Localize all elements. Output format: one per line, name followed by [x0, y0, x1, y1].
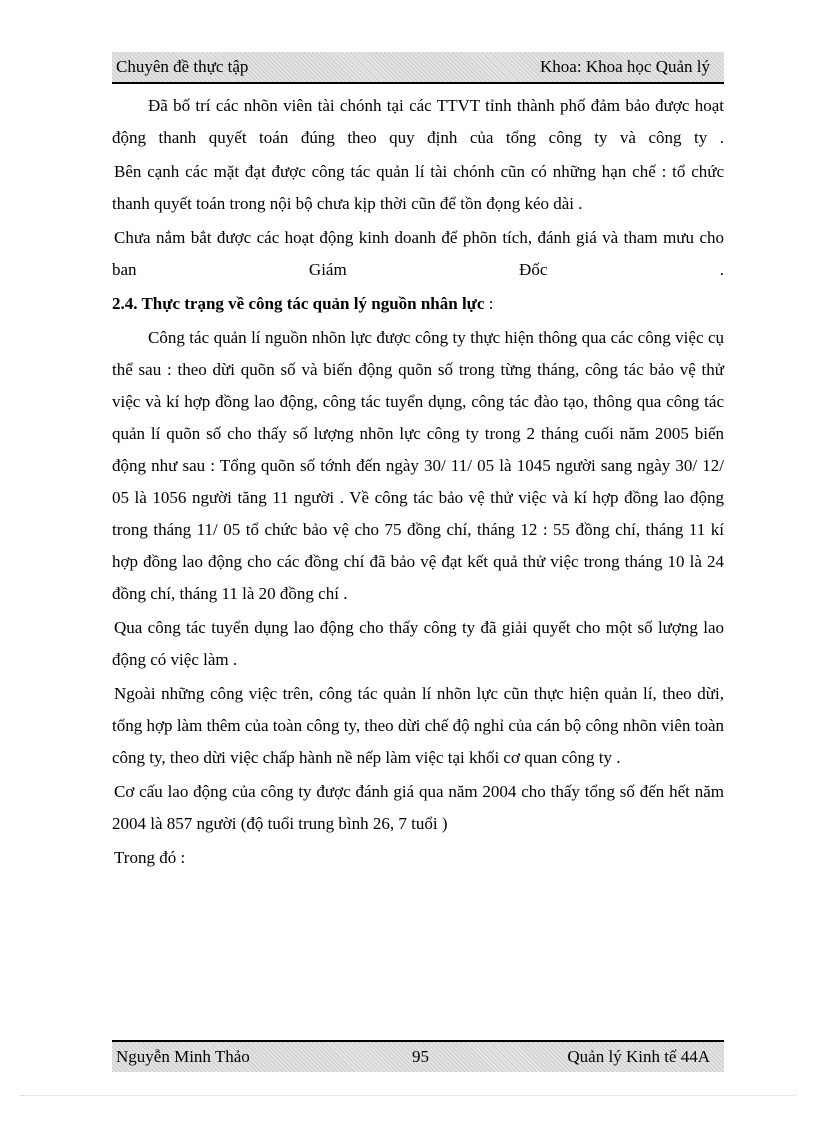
page-footer	[112, 1040, 724, 1072]
paragraph-7: Cơ cấu lao động của công ty được đánh giá qua năm 2004 cho thấy tổng số đến hết năm 2004 là 857 người (độ tuổi trung bình 26, 7 tuổi )	[112, 782, 724, 833]
section-heading-text: 2.4. Thực trạng về công tác quản lý nguồn nhân lực	[112, 294, 485, 313]
section-heading	[112, 288, 724, 320]
paragraph-6: Ngoài những công việc trên, công tác quản lí nhõn lực cũn thực hiện quản lí, theo dừi, tổng hợp làm thêm của toàn công ty, theo dừi chế độ nghỉ của cán bộ công nhõn viên toàn công ty, theo dừi việc chấp hành nề nếp làm việc tại khối cơ quan công ty .	[112, 684, 724, 767]
header-right: Khoa: Khoa học Quản lý	[540, 57, 710, 76]
section-heading-tail: :	[484, 294, 494, 313]
page-header	[112, 52, 724, 84]
paragraph-4: Công tác quản lí nguồn nhõn lực được công ty thực hiện thông qua các công việc cụ thể sau : theo dừi quõn số và biến động quõn số trong từng tháng, công tác bảo vệ thử việc và kí hợp đồng lao động, công tác tuyển dụng, công tác đào tạo, thông qua công tác quản lí quõn số cho thấy số lượng nhõn lực công ty trong 2 tháng cuối năm 2005 biến động như sau : Tổng quõn số tớnh đến ngày 30/ 11/ 05 là 1045 người sang ngày 30/ 12/ 05 là 1056 người tăng 11 người . Về công tác bảo vệ thử việc và kí hợp đồng lao động trong tháng 11/ 05 tổ chức bảo vệ cho 75 đồng chí, tháng 12 : 55 đồng chí, tháng 11 kí hợp đồng lao động cho các đồng chí đã bảo vệ đạt kết quả thử việc trong tháng 10 là 24 đồng chí, tháng 11 là 20 đồng chí .	[112, 328, 724, 603]
paragraph-5: Qua công tác tuyển dụng lao động cho thấy công ty đã giải quyết cho một số lượng lao động có việc làm .	[112, 618, 724, 669]
paragraph-8: Trong đó :	[114, 848, 186, 867]
paragraph-2: Bên cạnh các mặt đạt được công tác quản lí tài chónh cũn có những hạn chế : tổ chức thanh quyết toán trong nội bộ chưa kịp thời cũn để tồn đọng kéo dài .	[112, 162, 724, 213]
paragraph-1: Đã bố trí các nhõn viên tài chónh tại các TTVT tỉnh thành phố đảm bảo được hoạt động thanh quyết toán đúng theo quy định của tổng công ty và công ty .	[112, 96, 724, 147]
page-number: 95	[412, 1047, 429, 1066]
footer-right: Quản lý Kinh tế 44A	[567, 1047, 710, 1066]
page-bottom-divider	[20, 1095, 796, 1096]
paragraph-3: Chưa nắm bắt được các hoạt động kinh doanh để phõn tích, đánh giá và tham mưu cho ban Giám Đốc .	[112, 228, 724, 279]
footer-author: Nguyễn Minh Thảo	[116, 1047, 250, 1066]
page-content	[112, 90, 724, 876]
header-left: Chuyên đề thực tập	[116, 57, 249, 76]
